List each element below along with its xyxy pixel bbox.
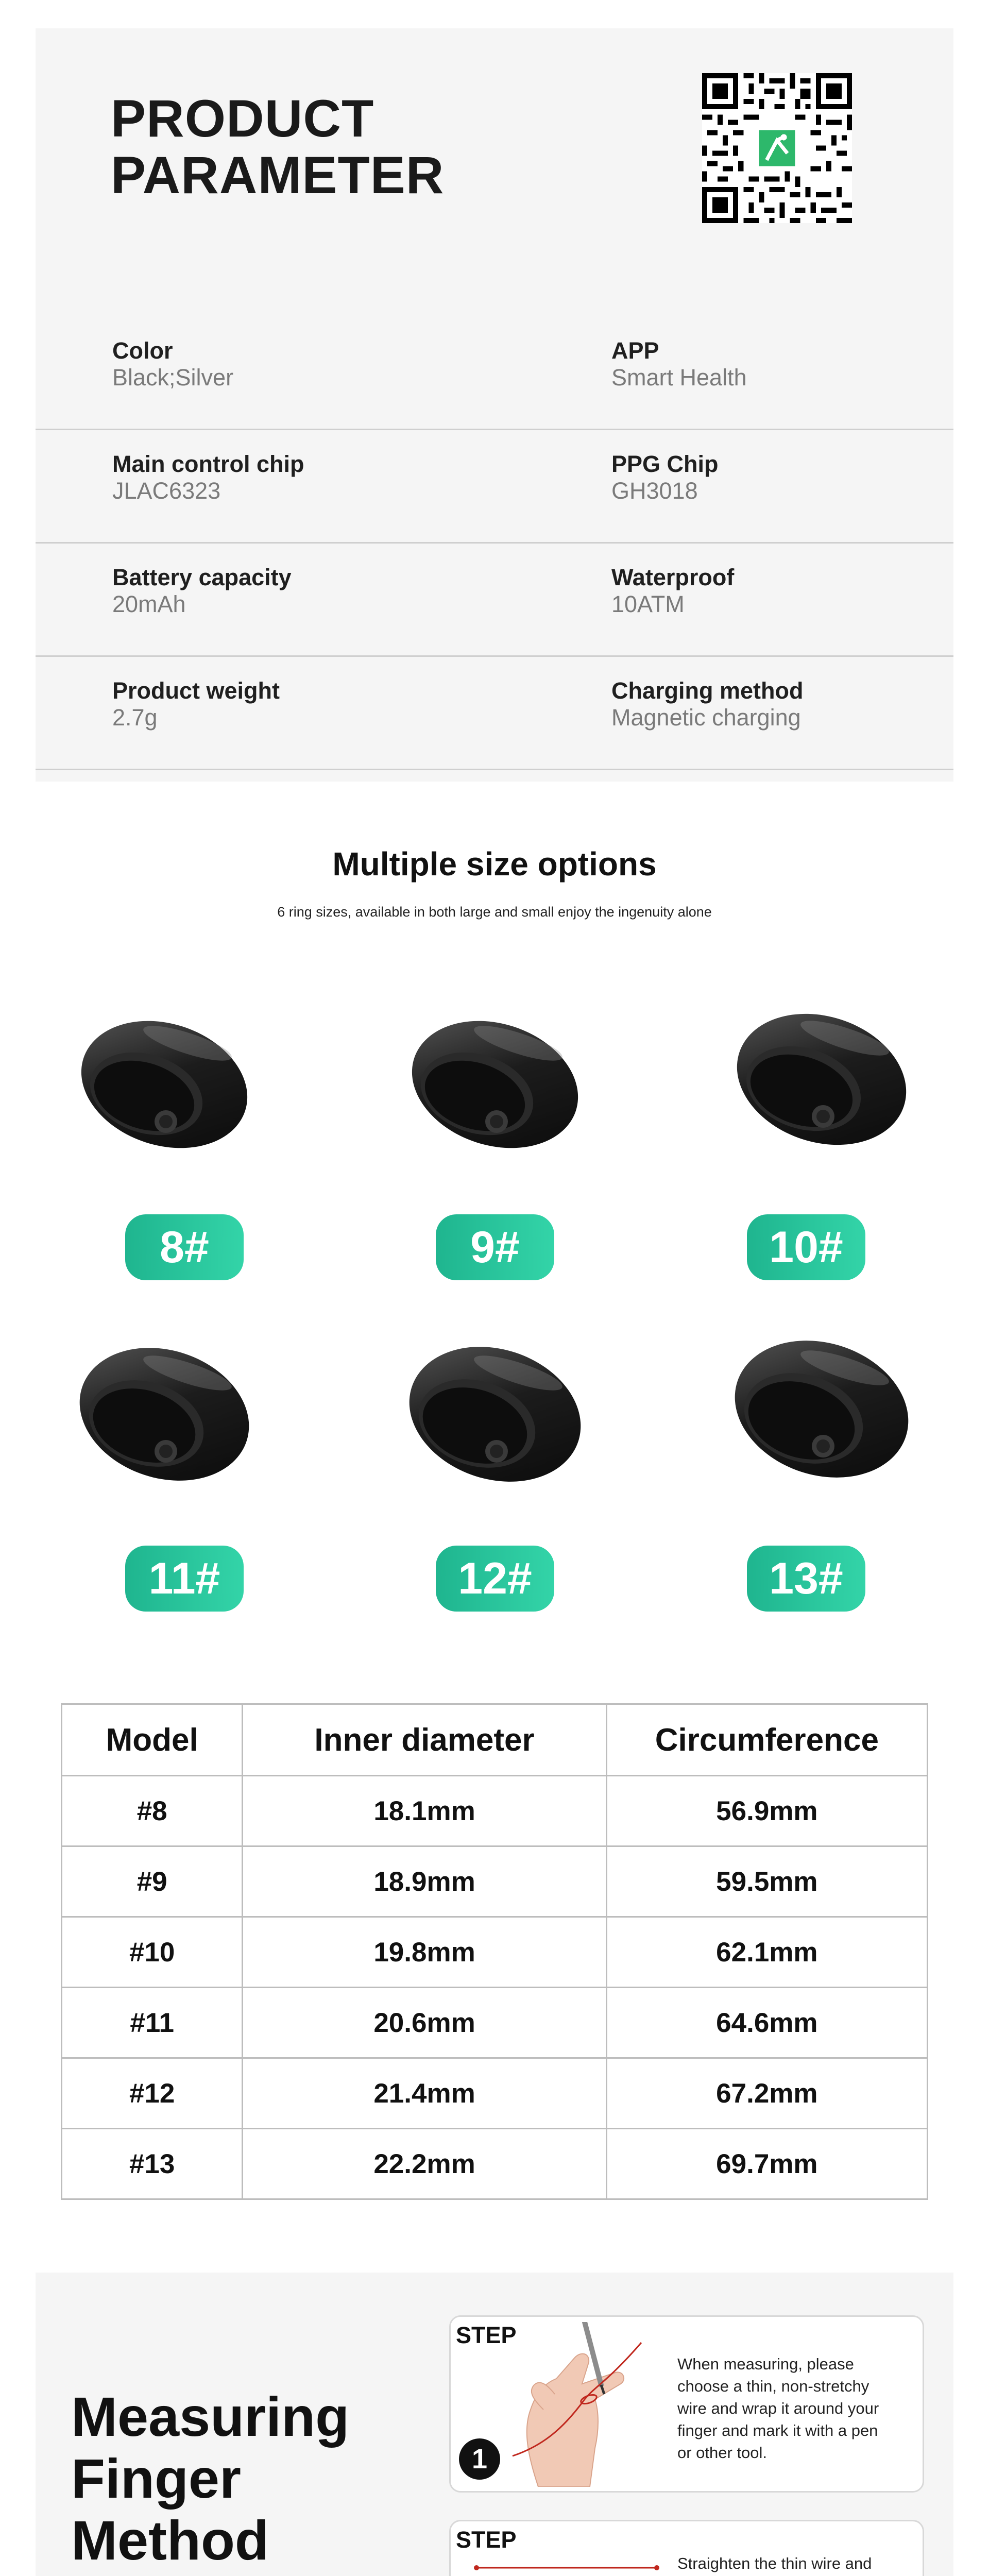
- size-table: [61, 1703, 928, 2200]
- measuring-title: [71, 2386, 349, 2571]
- circumference-cell: 62.1mm: [606, 1917, 927, 1988]
- param-value: GH3018: [611, 478, 698, 504]
- size-badge-9: 9#: [436, 1214, 554, 1280]
- ring-image: [726, 1332, 912, 1486]
- measuring-section: [36, 2273, 953, 2576]
- size-options-subtitle: 6 ring sizes, available in both large and small enjoy the ingenuity alone: [277, 904, 712, 920]
- param-value: Black;Silver: [112, 364, 234, 391]
- divider: [36, 769, 953, 770]
- param-row: [36, 430, 953, 544]
- model-cell: #9: [62, 1846, 243, 1917]
- title-line-2: PARAMETER: [111, 146, 445, 205]
- param-row: [36, 657, 953, 770]
- step-card-1: [449, 2315, 924, 2493]
- table-row: [62, 1988, 928, 2058]
- column-header-inner-diameter: Inner diameter: [243, 1704, 606, 1776]
- measuring-title-line-3: Method: [71, 2509, 269, 2571]
- size-badge-10: 10#: [747, 1214, 865, 1280]
- param-value: 20mAh: [112, 591, 186, 617]
- param-cell: [112, 677, 280, 731]
- table-row: [62, 1917, 928, 1988]
- step-label: STEP: [456, 2527, 517, 2553]
- param-label: Waterproof: [611, 564, 735, 590]
- step-number-1: 1: [459, 2438, 500, 2480]
- param-cell: [611, 451, 719, 504]
- param-label: Battery capacity: [112, 564, 292, 590]
- step-description: Straighten the thin wire and: [677, 2554, 872, 2572]
- model-cell: #12: [62, 2058, 243, 2129]
- circumference-cell: 56.9mm: [606, 1776, 927, 1846]
- ring-image: [400, 1007, 585, 1162]
- size-badge-8: 8#: [125, 1214, 244, 1280]
- param-value: JLAC6323: [112, 478, 221, 504]
- column-header-circumference: Circumference: [606, 1704, 927, 1776]
- inner-diameter-cell: 18.1mm: [243, 1776, 606, 1846]
- param-value: 2.7g: [112, 704, 158, 731]
- ruler-illustration: [471, 2563, 667, 2576]
- param-cell: [112, 337, 233, 391]
- size-badge-11: 11#: [125, 1546, 244, 1612]
- ring-image: [69, 1337, 254, 1492]
- circumference-cell: 69.7mm: [606, 2129, 927, 2199]
- circumference-cell: 67.2mm: [606, 2058, 927, 2129]
- param-cell: [611, 337, 747, 391]
- measuring-title-line-1: Measuring: [71, 2385, 350, 2448]
- size-badge-13: 13#: [747, 1546, 865, 1612]
- table-row: [62, 1846, 928, 1917]
- step-label: STEP: [456, 2322, 517, 2348]
- title-line-1: PRODUCT: [111, 89, 374, 148]
- table-row: [62, 1776, 928, 1846]
- product-parameter-section: [36, 28, 953, 782]
- table-header-row: [62, 1704, 928, 1776]
- param-value: 10ATM: [611, 591, 685, 617]
- param-label: Product weight: [112, 677, 280, 704]
- inner-diameter-cell: 22.2mm: [243, 2129, 606, 2199]
- step-description: When measuring, please choose a thin, non-stretchy wire and wrap it around your finger and mark it with a pen or other tool.: [677, 2355, 879, 2462]
- param-row: [36, 317, 953, 430]
- inner-diameter-cell: 20.6mm: [243, 1988, 606, 2058]
- param-label: PPG Chip: [611, 451, 719, 477]
- inner-diameter-cell: 19.8mm: [243, 1917, 606, 1988]
- circumference-cell: 59.5mm: [606, 1846, 927, 1917]
- param-row: [36, 544, 953, 657]
- size-badge-12: 12#: [436, 1546, 554, 1612]
- ring-image: [726, 1002, 912, 1157]
- param-value: Smart Health: [611, 364, 747, 391]
- circumference-cell: 64.6mm: [606, 1988, 927, 2058]
- model-cell: #8: [62, 1776, 243, 1846]
- model-cell: #13: [62, 2129, 243, 2199]
- param-label: Charging method: [611, 677, 804, 704]
- size-options-title: Multiple size options: [332, 845, 657, 883]
- ring-image: [400, 1337, 585, 1492]
- table-row: [62, 2058, 928, 2129]
- table-row: [62, 2129, 928, 2199]
- ring-image: [69, 1007, 254, 1162]
- param-cell: [112, 564, 292, 618]
- param-cell: [112, 451, 304, 504]
- param-cell: [611, 677, 803, 731]
- page-title: [111, 90, 444, 204]
- param-label: Color: [112, 337, 173, 364]
- param-label: Main control chip: [112, 451, 304, 477]
- column-header-model: Model: [62, 1704, 243, 1776]
- param-cell: [611, 564, 734, 618]
- measuring-title-line-2: Finger: [71, 2447, 242, 2510]
- qr-code-icon: [702, 73, 852, 223]
- model-cell: #11: [62, 1988, 243, 2058]
- step-card-2: [449, 2520, 924, 2576]
- inner-diameter-cell: 21.4mm: [243, 2058, 606, 2129]
- model-cell: #10: [62, 1917, 243, 1988]
- param-value: Magnetic charging: [611, 704, 801, 731]
- param-label: APP: [611, 337, 659, 364]
- inner-diameter-cell: 18.9mm: [243, 1846, 606, 1917]
